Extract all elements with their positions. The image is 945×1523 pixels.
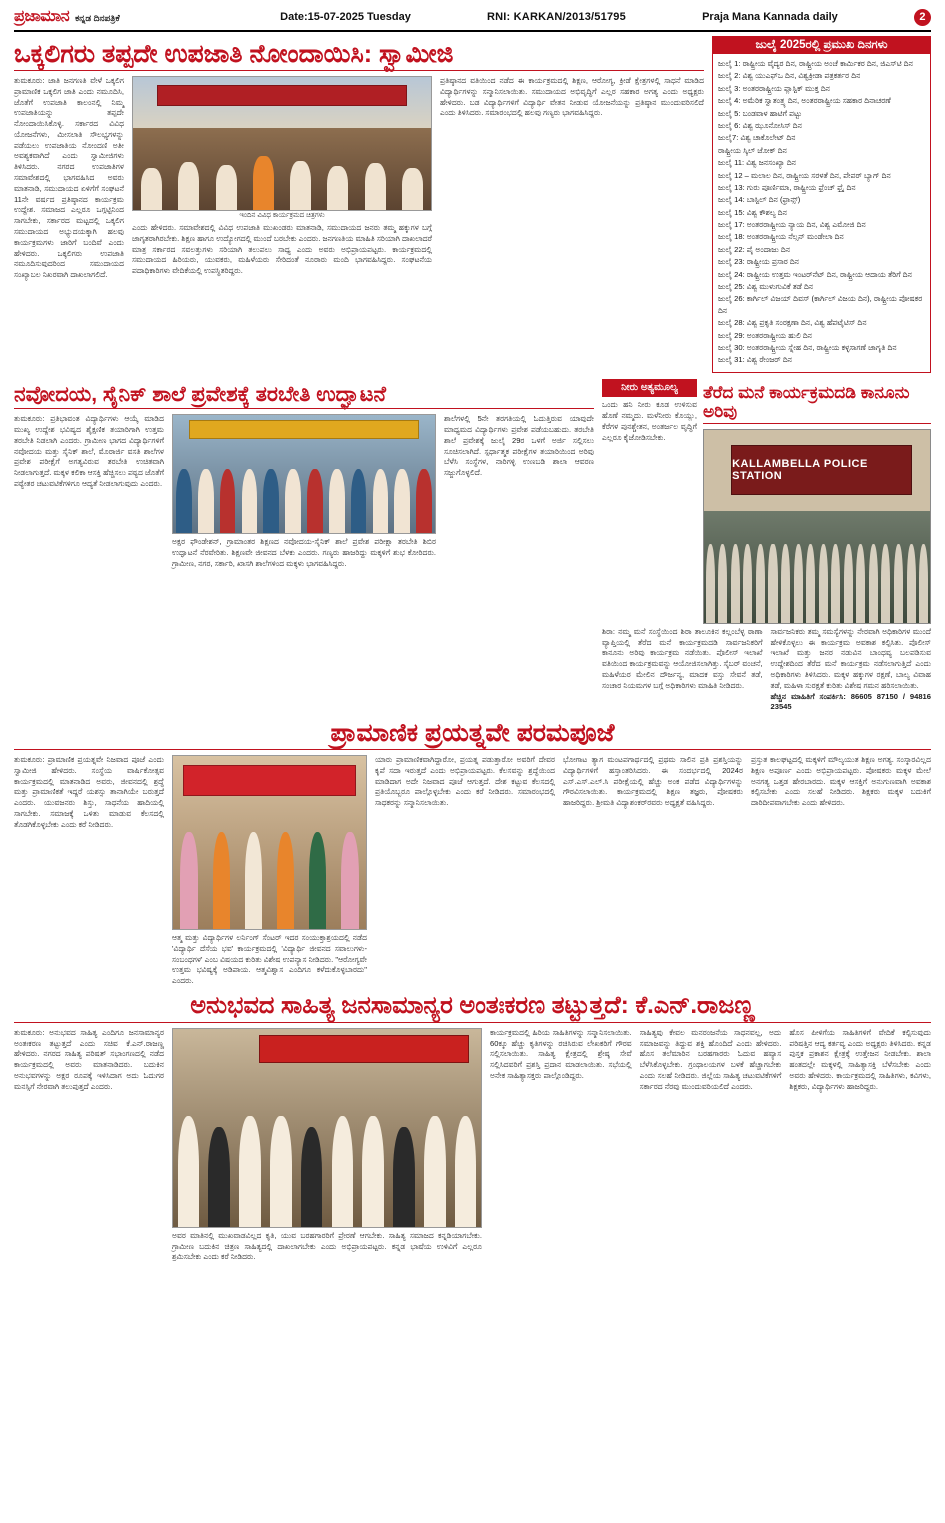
list-item: ಜುಲೈ 22: ಪೈ ಅಂದಾಜು ದಿನ bbox=[718, 244, 791, 254]
story5-col5: ಹೊಸ ಪೀಳಿಗೆಯ ಸಾಹಿತಿಗಳಿಗೆ ವೇದಿಕೆ ಕಲ್ಪಿಸುವುದು ಪರಿಷತ್ತಿನ ಆದ್ಯ ಕರ್ತವ್ಯ ಎಂದು ಅಧ್ಯಕ್ಷರು ತಿಳಿಸಿದರು. ಕನ್ನಡ ಪುಸ್ತಕ ಪ್ರಕಾಶನ ಕ್ಷೇತ್ರಕ್ಕೆ ಉತ್ತೇಜನ ನೀಡಬೇಕು. ಶಾಲಾ ಹಂತದಲ್ಲೇ ಮಕ್ಕಳಲ್ಲಿ ಸಾಹಿತ್ಯಾಸಕ್ತಿ ಬೆಳೆಸಬೇಕು ಎಂದು ಅವರು ಹೇಳಿದರು. ಕಾರ್ಯಕ್ರಮದಲ್ಲಿ ಸಾಹಿತಿಗಳು, ಕವಿಗಳು, ಶಿಕ್ಷಕರು, ವಿದ್ಯಾರ್ಥಿಗಳು ಹಾಜರಿದ್ದರು. bbox=[789, 1027, 932, 1091]
events-box-title: ಜುಲೈ 2025ರಲ್ಲಿ ಪ್ರಮುಖ ದಿನಗಳು bbox=[713, 37, 930, 54]
events-box bbox=[712, 36, 931, 373]
photo-students bbox=[173, 451, 435, 534]
list-item: ಜುಲೈ 12 – ಮಲಾಲ ದಿನ, ರಾಷ್ಟ್ರೀಯ ಸರಳತೆ ದಿನ, ಪೇಪರ್ ಬ್ಯಾಗ್ ದಿನ bbox=[718, 170, 891, 180]
story5-photo bbox=[172, 1028, 482, 1228]
list-item: ಜುಲೈ 1: ರಾಷ್ಟ್ರೀಯ ವೈದ್ಯರ ದಿನ, ರಾಷ್ಟ್ರೀಯ ಅಂಚೆ ಕಾರ್ಮಿಕರ ದಿನ, ಜಿಎಸ್‌ಟಿ ದಿನ bbox=[718, 59, 913, 68]
story1-col2: ಎಂದು ಹೇಳಿದರು. ಸಮಾವೇಶದಲ್ಲಿ ವಿವಿಧ ಉಪಜಾತಿ ಮುಖಂಡರು ಮಾತನಾಡಿ, ಸಮುದಾಯದ ಜನರು ತಮ್ಮ ಹಕ್ಕುಗಳ ಬಗ್ಗೆ ಜಾಗೃತರಾಗಿರಬೇಕು. ಶಿಕ್ಷಣ ಹಾಗೂ ಉದ್ಯೋಗದಲ್ಲಿ ಮುಂದೆ ಬರಬೇಕು ಎಂದರು. ಜನಗಣತಿಯ ಮಾಹಿತಿ ಸರಿಯಾಗಿ ದಾಖಲಾದರೆ ಮಾತ್ರ ಸರ್ಕಾರದ ಸವಲತ್ತುಗಳು ಸರಿಯಾಗಿ ತಲುಪಲು ಸಾಧ್ಯ ಎಂದು ಅವರು ಅಭಿಪ್ರಾಯಪಟ್ಟರು. ಕಾರ್ಯಕ್ರಮದಲ್ಲಿ ಸಮುದಾಯದ ಹಿರಿಯರು, ಯುವಕರು, ಮಹಿಳೆಯರು ಸೇರಿದಂತೆ ನೂರಾರು ಮಂದಿ ಭಾಗವಹಿಸಿದ್ದರು. ಸಂಘಟನೆಯ ಪದಾಧಿಕಾರಿಗಳು ವೇದಿಕೆಯಲ್ಲಿ ಉಪಸ್ಥಿತರಿದ್ದರು. bbox=[132, 223, 432, 276]
photo-banner bbox=[157, 85, 407, 106]
story-police-openhouse bbox=[602, 379, 931, 713]
story4-col1: ತುಮಕೂರು: ಪ್ರಾಮಾಣಿಕ ಪ್ರಯತ್ನವೇ ನಿಜವಾದ ಪೂಜೆ ಎಂದು ಸ್ವಾಮೀಜಿ ಹೇಳಿದರು. ಸಂಸ್ಥೆಯ ವಾರ್ಷಿಕೋತ್ಸವ ಕಾರ್ಯಕ್ರಮದಲ್ಲಿ ಮಾತನಾಡಿದ ಅವರು, ಜೀವನದಲ್ಲಿ ಶ್ರದ್ಧೆ ಮತ್ತು ಪ್ರಾಮಾಣಿಕತೆ ಇದ್ದರೆ ಯಶಸ್ಸು ತಾನಾಗಿಯೇ ಬರುತ್ತದೆ ಎಂದರು. ಯುವಜನರು ಶಿಸ್ತು, ಸಾಧನೆಯ ಹಾದಿಯಲ್ಲಿ ಸಾಗಬೇಕು. ಸಮಾಜಕ್ಕೆ ಒಳಿತು ಮಾಡುವ ಕೆಲಸದಲ್ಲಿ ತೊಡಗಿಕೊಳ್ಳಬೇಕು ಎಂದು ಕರೆ ನೀಡಿದರು. bbox=[14, 755, 164, 829]
list-item: ಜುಲೈ 4: ಅಮೆರಿಕ ಸ್ವಾತಂತ್ರ್ಯ ದಿನ, ಅಂತರರಾಷ್ಟ್ರೀಯ ಸಹಕಾರ ದಿನಾಚರಣೆ bbox=[718, 96, 891, 106]
photo-crowd bbox=[704, 511, 930, 623]
neeru-text: ಒಂದು ಹನಿ ನೀರು ಕೂಡ ಉಳಿಸುವ ಹೊಣೆ ನಮ್ಮದು. ಮಳೆನೀರು ಕೊಯ್ಲು, ಕೆರೆಗಳ ಪುನಶ್ಚೇತನ, ಅಂತರ್ಜಲ ವೃದ್ಧಿಗೆ ಎಲ್ಲರೂ ಕೈಜೋಡಿಸಬೇಕು. bbox=[602, 400, 697, 442]
story2-photo bbox=[172, 414, 436, 534]
story4-col3: ಯಾರು ಪ್ರಾಮಾಣಿಕವಾಗಿದ್ದಾರೋ, ಪ್ರಯತ್ನ ಪಡುತ್ತಾರೋ ಅವರಿಗೆ ದೇವರ ಕೃಪೆ ಸದಾ ಇರುತ್ತದೆ ಎಂದು ಅಭಿಪ್ರಾಯಪಟ್ಟರು. ಕೆಲಸವನ್ನು ಶ್ರದ್ಧೆಯಿಂದ ಮಾಡಿದಾಗ ಅದೇ ನಿಜವಾದ ಪೂಜೆ ಆಗುತ್ತದೆ. ದೇಶ ಕಟ್ಟುವ ಕೆಲಸದಲ್ಲಿ ಪ್ರತಿಯೊಬ್ಬರೂ ಪಾಲ್ಗೊಳ್ಳಬೇಕು ಎಂದು ಕರೆ ನೀಡಿದರು. ಸಮಾರಂಭದಲ್ಲಿ ಸಾಧಕರನ್ನು ಸನ್ಮಾನಿಸಲಾಯಿತು. bbox=[375, 755, 555, 808]
story4-col4: ಭೋಗಾಟ ತ್ಯಾಗ ಮಂಟಪಗಾರ್ಥದಲ್ಲಿ ಪ್ರಥಮ ಸಾಲಿನ ಪ್ರತಿ ಪ್ರಶಸ್ತಿಯನ್ನು ವಿದ್ಯಾರ್ಥಿಗಳಿಗೆ ಹಸ್ತಾಂತರಿಸಿದರು. ಈ ಸಂದರ್ಭದಲ್ಲಿ 2024ರ ಎಸ್.ಎಸ್.ಎಲ್.ಸಿ ಪರೀಕ್ಷೆಯಲ್ಲಿ ಹೆಚ್ಚು ಅಂಕ ಪಡೆದ ವಿದ್ಯಾರ್ಥಿಗಳನ್ನು ಗೌರವಿಸಲಾಯಿತು. ಕಾರ್ಯಕ್ರಮದಲ್ಲಿ ಶಿಕ್ಷಣ ತಜ್ಞರು, ಪೋಷಕರು ಹಾಜರಿದ್ದರು. ಶ್ರೀಮತಿ ವಿದ್ಯಾಶಂಕರ್‌ರವರು ಅಧ್ಯಕ್ಷತೆ ವಹಿಸಿದ್ದರು. bbox=[563, 755, 743, 808]
story2-headline: ನವೋದಯ, ಸೈನಿಕ್ ಶಾಲೆ ಪ್ರವೇಶಕ್ಕೆ ತರಬೇತಿ ಉದ್ಘಾಟನೆ bbox=[14, 383, 594, 410]
story3-headline: ತೆರೆದ ಮನೆ ಕಾರ್ಯಕ್ರಮದಡಿ ಕಾನೂನು ಅರಿವು bbox=[703, 383, 931, 424]
police-station-sign: KALLAMBELLA POLICE STATION bbox=[731, 445, 912, 495]
top-section bbox=[14, 36, 931, 373]
story2-col3: ಶಾಲೆಗಳಲ್ಲಿ 5ನೇ ತರಗತಿಯಲ್ಲಿ ಓದುತ್ತಿರುವ ಯಾವುದೇ ಮಾಧ್ಯಮದ ವಿದ್ಯಾರ್ಥಿಗಳು ಪ್ರವೇಶ ಪಡೆಯಬಹುದು. ತರಬೇತಿ ಶಾಲೆ ಪ್ರವೇಶಕ್ಕೆ ಜುಲೈ 29ರ ಒಳಗೆ ಅರ್ಜಿ ಸಲ್ಲಿಸಲು ಸೂಚಿಸಲಾಗಿದೆ. ಸ್ಪರ್ಧಾತ್ಮಕ ಪರೀಕ್ಷೆಗಳ ತಯಾರಿಯಿಂದ ಅರಿವು ಬೆಳೆಸಿ ಸಂಸ್ಥೆಗಳ, ನಾರಿಗಳ್ಳಿ ಉಣಬಡಿ ಶಾಲಾ ಆವರಣ ಸಜ್ಜುಗೊಳ್ಳಲಿದೆ. bbox=[444, 414, 594, 478]
list-item: ಜುಲೈ 11: ವಿಶ್ವ ಜನಸಂಖ್ಯಾ ದಿನ bbox=[718, 158, 796, 168]
list-item: ಜುಲೈ 15: ವಿಶ್ವ ಕೌಶಲ್ಯ ದಿನ bbox=[718, 207, 787, 217]
rni-number: RNI: KARKAN/2013/51795 bbox=[487, 11, 626, 23]
story3-helpline: ಹೆಚ್ಚಿನ ಮಾಹಿತಿಗೆ ಸಂಪರ್ಕಿಸಿ: 86605 87150 / 94816 23545 bbox=[770, 691, 931, 712]
story3-col2: ಸಾರ್ವಜನಿಕರು ತಮ್ಮ ಸಮಸ್ಯೆಗಳನ್ನು ನೇರವಾಗಿ ಅಧಿಕಾರಿಗಳ ಮುಂದೆ ಹೇಳಿಕೊಳ್ಳಲು ಈ ಕಾರ್ಯಕ್ರಮ ಅವಕಾಶ ಕಲ್ಪಿಸಿತು. ಪೊಲೀಸ್ ಇಲಾಖೆ ಮತ್ತು ಜನರ ನಡುವಿನ ಬಾಂಧವ್ಯ ಬಲಪಡಿಸುವ ಉದ್ದೇಶದಿಂದ ತೆರೆದ ಮನೆ ಕಾರ್ಯಕ್ರಮ ನಡೆಸಲಾಗುತ್ತಿದೆ ಎಂದು ಅಧಿಕಾರಿಗಳು ತಿಳಿಸಿದರು. ಮಕ್ಕಳ ಹಕ್ಕುಗಳ ರಕ್ಷಣೆ, ಬಾಲ್ಯ ವಿವಾಹ ತಡೆ, ಮಹಿಳಾ ಸುರಕ್ಷತೆ ಕುರಿತು ವಿಶೇಷ ಗಮನ ಹರಿಸಲಾಯಿತು. bbox=[770, 626, 931, 690]
story5-col3: ಕಾರ್ಯಕ್ರಮದಲ್ಲಿ ಹಿರಿಯ ಸಾಹಿತಿಗಳನ್ನು ಸನ್ಮಾನಿಸಲಾಯಿತು. 60ಕ್ಕೂ ಹೆಚ್ಚು ಕೃತಿಗಳನ್ನು ರಚಿಸಿರುವ ಲೇಖಕರಿಗೆ ಗೌರವ ಸಲ್ಲಿಸಲಾಯಿತು. ಸಾಹಿತ್ಯ ಕ್ಷೇತ್ರದಲ್ಲಿ ಶ್ರೇಷ್ಠ ಸೇವೆ ಸಲ್ಲಿಸಿದವರಿಗೆ ಪ್ರಶಸ್ತಿ ಪ್ರದಾನ ಮಾಡಲಾಯಿತು. ಸಭೆಯಲ್ಲಿ ಅನೇಕ ಸಾಹಿತ್ಯಾಸಕ್ತರು ಪಾಲ್ಗೊಂಡಿದ್ದರು. bbox=[490, 1027, 632, 1080]
story1-col1: ತುಮಕೂರು: ಜಾತಿ ಜನಗಣತಿ ವೇಳೆ ಒಕ್ಕಲಿಗ ಪ್ರಾಮಾಣಿಕ ಒಕ್ಕಲಿಗ ಜಾತಿ ಎಂದು ನಮೂದಿಸಿ, ಜೊತೆಗೆ ಉಪಜಾತಿ ಕಾಲಂನಲ್ಲಿ ನಿಮ್ಮ ಉಪಜಾತಿಯನ್ನು ತಪ್ಪದೇ ನೋಂದಾಯಿಸಿಕೊಳ್ಳಿ. ಸರ್ಕಾರದ ವಿವಿಧ ಯೋಜನೆಗಳು, ಮೀಸಲಾತಿ ಸೌಲಭ್ಯಗಳನ್ನು ಪಡೆಯಲು ಉಪಜಾತಿಯ ನೋಂದಣಿ ಅತೀ ಅವಶ್ಯಕವಾಗಿದೆ ಎಂದು ಸ್ವಾಮೀಜಿಗಳು ತಿಳಿಸಿದರು. ನಗರದ ಉಪಜಾತಿಗಳ ಸಮಾವೇಶದಲ್ಲಿ ಭಾಗವಹಿಸಿದ ಅವರು ಮಾತನಾಡಿ, ಸಮುದಾಯದ ಏಳಿಗೆಗೆ ಸಂಘಟನೆ 11ನೇ ವರ್ಷದ ಪ್ರತಿಷ್ಠಾನದ ಕಾರ್ಯಕ್ರಮ ಉದ್ದೇಶ. ಸಮಾಜದ ಎಲ್ಲರೂ ಒಗ್ಗಟ್ಟಿನಿಂದ ಸಾಗಬೇಕು, ಸರ್ಕಾರದ ಮಟ್ಟದಲ್ಲಿ ಒಕ್ಕಲಿಗ ಸಮುದಾಯದ ಅಭ್ಯುದಯಕ್ಕಾಗಿ ಹಲವು ಕಾರ್ಯಕ್ರಮಗಳು ಜಾರಿಗೆ ಬಂದಿವೆ ಎಂದು ಹೇಳಿದರು. ಒಕ್ಕಲಿಗರು ಉಪಜಾತಿ ನಮೂದಿಸುವುದರಿಂದ ಸಮುದಾಯದ ಸಂಖ್ಯಾಬಲ ನಿಖರವಾಗಿ ದಾಖಲಾಗಲಿದೆ. bbox=[14, 76, 124, 280]
photo-group bbox=[173, 1088, 481, 1227]
list-item: ಜುಲೈ 28: ವಿಶ್ವ ಪ್ರಕೃತಿ ಸಂರಕ್ಷಣಾ ದಿನ, ವಿಶ್ವ ಹೆಪಟೈಟಿಸ್ ದಿನ bbox=[718, 318, 867, 328]
list-item: ಜುಲೈ 24: ರಾಷ್ಟ್ರೀಯ ಉತ್ತಮ ಇಂಟರ್‌ನೆಟ್ ದಿನ, ರಾಷ್ಟ್ರೀಯ ಆದಾಯ ತೆರಿಗೆ ದಿನ bbox=[718, 269, 912, 279]
story1-col3: ಪ್ರತಿಷ್ಠಾನದ ವತಿಯಿಂದ ನಡೆದ ಈ ಕಾರ್ಯಕ್ರಮದಲ್ಲಿ ಶಿಕ್ಷಣ, ಆರೋಗ್ಯ, ಕ್ರೀಡೆ ಕ್ಷೇತ್ರಗಳಲ್ಲಿ ಸಾಧನೆ ಮಾಡಿದ ವಿದ್ಯಾರ್ಥಿಗಳನ್ನು ಸನ್ಮಾನಿಸಲಾಯಿತು. ಸಮುದಾಯದ ಅಭಿವೃದ್ಧಿಗೆ ಎಲ್ಲರ ಸಹಕಾರ ಅಗತ್ಯ ಎಂದು ಅಧ್ಯಕ್ಷರು ಹೇಳಿದರು. ಬಡ ವಿದ್ಯಾರ್ಥಿಗಳಿಗೆ ವಿದ್ಯಾರ್ಥಿ ವೇತನ ನೀಡುವ ಯೋಜನೆಯನ್ನು ಪ್ರತಿಷ್ಠಾನ ಮುಂದುವರಿಸಲಿದೆ ಎಂದು ತಿಳಿಸಿದರು. ಸಮಾರಂಭದಲ್ಲಿ ಹಲವು ಗಣ್ಯರು ಭಾಗವಹಿಸಿದ್ದರು. bbox=[440, 76, 704, 118]
story5-col4: ಸಾಹಿತ್ಯವು ಕೇವಲ ಮನರಂಜನೆಯ ಸಾಧನವಲ್ಲ, ಅದು ಸಮಾಜವನ್ನು ತಿದ್ದುವ ಶಕ್ತಿ ಹೊಂದಿದೆ ಎಂದು ಹೇಳಿದರು. ಹೊಸ ತಲೆಮಾರಿನ ಬರಹಗಾರರು ಓದುವ ಹವ್ಯಾಸ ಬೆಳೆಸಿಕೊಳ್ಳಬೇಕು. ಗ್ರಂಥಾಲಯಗಳ ಬಳಕೆ ಹೆಚ್ಚಾಗಬೇಕು ಎಂದು ಸಲಹೆ ನೀಡಿದರು. ಜಿಲ್ಲೆಯ ಸಾಹಿತ್ಯ ಚಟುವಟಿಕೆಗಳಿಗೆ ಸರ್ಕಾರದ ನೆರವು ಮುಂದುವರಿಯಲಿದೆ ಎಂದರು. bbox=[639, 1027, 782, 1091]
story3-photo bbox=[703, 429, 931, 624]
list-item: ಜುಲೈ7: ವಿಶ್ವ ಚಾಕೊಲೇಟ್ ದಿನ bbox=[718, 133, 796, 143]
story5-headline: ಅನುಭವದ ಸಾಹಿತ್ಯ ಜನಸಾಮಾನ್ಯರ ಅಂತಃಕರಣ ತಟ್ಟುತ್ತದೆ: ಕೆ.ಎನ್.ರಾಜಣ್ಣ bbox=[14, 993, 931, 1023]
list-item: ರಾಷ್ಟ್ರೀಯ ಸ್ಕಿಲ್ ಜೋಕ್ ದಿನ bbox=[718, 145, 787, 155]
story-pramanika bbox=[14, 719, 931, 987]
photo-banner bbox=[183, 765, 357, 796]
story1-photo bbox=[132, 76, 432, 211]
photo-dignitaries bbox=[173, 815, 366, 929]
photo-banner bbox=[189, 420, 420, 439]
list-item: ಜುಲೈ 23: ರಾಷ್ಟ್ರೀಯ ಪ್ರಸಾರ ದಿನ bbox=[718, 257, 800, 267]
story-anubhavada-sahitya bbox=[14, 993, 931, 1263]
list-item: ಜುಲೈ 17: ಅಂತರರಾಷ್ಟ್ರೀಯ ನ್ಯಾಯ ದಿನ, ವಿಶ್ವ ಎಮೋಜಿ ದಿನ bbox=[718, 220, 866, 230]
english-title: Praja Mana Kannada daily bbox=[702, 11, 838, 23]
list-item: ಜುಲೈ 3: ಅಂತರರಾಷ್ಟ್ರೀಯ ಪ್ಲಾಸ್ಟಿಕ್ ಮುಕ್ತ ದಿನ bbox=[718, 83, 830, 93]
events-list bbox=[718, 58, 925, 366]
story2-col1: ತುಮಕೂರು: ಪ್ರತಿಭಾವಂತ ವಿದ್ಯಾರ್ಥಿಗಳು ಆಯ್ಕೆ ಮಾಡಿದ ಮುಖ್ಯ ಉದ್ದೇಶ ಭವಿಷ್ಯದ ಶೈಕ್ಷಣಿಕ ತಯಾರಿಗಾಗಿ ಉತ್ತಮ ತರಬೇತಿ ನಿಡಲಾಗಿ ಎಂದರು. ಗ್ರಾಮೀಣ ಭಾಗದ ವಿದ್ಯಾರ್ಥಿಗಳಿಗೆ ನವೋದಯ ಮತ್ತು ಸೈನಿಕ್ ಶಾಲೆ, ಮೊರಾರ್ಜಿ ವಸತಿ ಶಾಲೆಗಳ ಪ್ರವೇಶ ಪರೀಕ್ಷೆಗೆ ಅಗತ್ಯವಿರುವ ತರಬೇತಿ ಉಚಿತವಾಗಿ ನೀಡಲಾಗುತ್ತದೆ. ಮಕ್ಕಳ ಕಲಿಕಾ ಆಸಕ್ತಿ ಹೆಚ್ಚಿಸಲು ಪಠ್ಯದ ಜೊತೆಗೆ ಪಠ್ಯೇತರ ಚಟುವಟಿಕೆಗಳಿಗೂ ಆದ್ಯತೆ ನೀಡಲಾಗುವುದು ಎಂದರು. bbox=[14, 414, 164, 488]
story1-photo-caption: ಇಂದಿನ ವಿವಿಧ ಕಾರ್ಯಕ್ರಮದ ಚಿತ್ರಗಳು bbox=[239, 212, 325, 219]
list-item: ಜುಲೈ 13: ಗುರು ಪೂರ್ಣಿಮಾ, ರಾಷ್ಟ್ರೀಯ ಫ್ರೆಂಚ್ ಫ್ರೈ ದಿನ bbox=[718, 182, 856, 192]
list-item: ಜುಲೈ 26: ಕಾರ್ಗಿಲ್ ವಿಜಯ್ ದಿವಸ್ (ಕಾರ್ಗಿಲ್ ವಿಜಯ ದಿನ), ರಾಷ್ಟ್ರೀಯ ಪೋಷಕರ ದಿನ bbox=[718, 294, 923, 315]
neeru-heading: ನೀರು ಅತ್ಯಮೂಲ್ಯ bbox=[602, 379, 697, 398]
list-item: ಜುಲೈ 25: ವಿಶ್ವ ಮುಳುಗುವಿಕೆ ತಡೆ ದಿನ bbox=[718, 282, 814, 292]
list-item: ಜುಲೈ 29: ಅಂತರರಾಷ್ಟ್ರೀಯ ಹುಲಿ ದಿನ bbox=[718, 330, 813, 340]
logo-kannada: ಪ್ರಜಾಮಾನ bbox=[14, 8, 70, 25]
story2-col2: ಅಕ್ಷರ ಫೌಂಡೇಶನ್, ಗ್ರಾಮಾಂತರ ಶಿಕ್ಷಣದ ನವೋದಯ-ಸೈನಿಕ್ ಶಾಲೆ ಪ್ರವೇಶ ಪರೀಕ್ಷಾ ತರಬೇತಿ ಶಿಬಿರ ಉದ್ಘಾಟನೆ ನೆರವೇರಿತು. ಶಿಕ್ಷಣವೇ ಜೀವನದ ಬೆಳಕು ಎಂದರು. ಗಣ್ಯರು ಹಾಜರಿದ್ದು ಮಕ್ಕಳಿಗೆ ಶುಭ ಕೋರಿದರು. ಗ್ರಾಮೀಣ, ನಗರ, ಸರ್ಕಾರಿ, ಖಾಸಗಿ ಶಾಲೆಗಳಿಂದ ಮಕ್ಕಳು ಭಾಗವಹಿಸಿದ್ದರು. bbox=[172, 537, 436, 568]
story4-col2: ಆತ್ಮ ಮತ್ತು ವಿದ್ಯಾರ್ಥಿಗಳ ಲರ್ನಿಂಗ್ ಸೆಂಟರ್ ಇದರ ಸಂಯುಕ್ತಾಶ್ರಯದಲ್ಲಿ ನಡೆದ 'ವಿದ್ಯಾರ್ಥಿ ದೆಸೆಯ ಭವ' ಕಾರ್ಯಕ್ರಮದಲ್ಲಿ 'ವಿದ್ಯಾರ್ಥಿ ಜೀವನದ ಸವಾಲುಗಳು-ಸಂಬಂಧಗಳ' ಎಂಬ ವಿಷಯದ ಕುರಿತು ವಿಶೇಷ ಉಪನ್ಯಾಸ ನೀಡಿದರು. "ಆರೋಗ್ಯವೇ ಉತ್ತಮ ಭವಿಷ್ಯಕ್ಕೆ ಅಡಿಪಾಯ. ಆತ್ಮವಿಶ್ವಾಸ ಎಂದಿಗೂ ಕಳೆದುಕೊಳ್ಳಬಾರದು" ಎಂದರು. bbox=[172, 933, 367, 986]
list-item: ಜುಲೈ 30: ಅಂತರರಾಷ್ಟ್ರೀಯ ಸ್ನೇಹ ದಿನ, ರಾಷ್ಟ್ರೀಯ ಕಳ್ಳಸಾಗಣೆ ಜಾಗೃತಿ ದಿನ bbox=[718, 342, 897, 352]
logo-subtitle: ಕನ್ನಡ ದಿನಪತ್ರಿಕೆ bbox=[75, 13, 120, 23]
publication-date: Date:15-07-2025 Tuesday bbox=[280, 11, 411, 23]
middle-section bbox=[14, 379, 931, 713]
story4-headline: ಪ್ರಾಮಾಣಿಕ ಪ್ರಯತ್ನವೇ ಪರಮಪೂಜೆ bbox=[14, 719, 931, 750]
masthead-logo bbox=[14, 8, 204, 26]
story5-col1: ತುಮಕೂರು: ಅನುಭವದ ಸಾಹಿತ್ಯ ಎಂದಿಗೂ ಜನಸಾಮಾನ್ಯರ ಅಂತಃಕರಣ ತಟ್ಟುತ್ತದೆ ಎಂದು ಸಚಿವ ಕೆ.ಎನ್.ರಾಜಣ್ಣ ಹೇಳಿದರು. ನಗರದ ಸಾಹಿತ್ಯ ಪರಿಷತ್ ಸಭಾಂಗಣದಲ್ಲಿ ನಡೆದ ಕಾರ್ಯಕ್ರಮದಲ್ಲಿ ಅವರು ಮಾತನಾಡಿದರು. ಬದುಕಿನ ಅನುಭವಗಳನ್ನು ಅಕ್ಷರ ರೂಪಕ್ಕೆ ಇಳಿಸಿದಾಗ ಅದು ಓದುಗರ ಮನಸ್ಸಿಗೆ ನೇರವಾಗಿ ತಲುಪುತ್ತದೆ ಎಂದರು. bbox=[14, 1027, 164, 1091]
story5-col2: ಅವರ ಮಾತಿನಲ್ಲಿ ಮುಖವಾಡವಿಲ್ಲದ ಕೃತಿ, ಯುವ ಬರಹಗಾರರಿಗೆ ಪ್ರೇರಣೆ ಆಗಬೇಕು. ಸಾಹಿತ್ಯ ಸಮಾಜದ ಕನ್ನಡಿಯಾಗಬೇಕು. ಗ್ರಾಮೀಣ ಬದುಕಿನ ಚಿತ್ರಣ ಸಾಹಿತ್ಯದಲ್ಲಿ ದಾಖಲಾಗಬೇಕು ಎಂದು ಅಭಿಪ್ರಾಯಪಟ್ಟರು. ಕನ್ನಡ ಭಾಷೆಯ ಉಳಿವಿಗೆ ಎಲ್ಲರೂ ಶ್ರಮಿಸಬೇಕು ಎಂದು ಕರೆ ನೀಡಿದರು. bbox=[172, 1230, 482, 1262]
story-navodaya bbox=[14, 379, 594, 713]
list-item: ಜುಲೈ 2: ವಿಶ್ವ ಯುಎಫ್‌ಒ ದಿನ, ವಿಶ್ವಕ್ರೀಡಾ ಪತ್ರಕರ್ತರ ದಿನ bbox=[718, 71, 861, 81]
story4-photo bbox=[172, 755, 367, 930]
page-number: 2 bbox=[914, 9, 931, 26]
list-item: ಜುಲೈ 14: ಬಾಸ್ಟಿಲ್ ದಿನ (ಫ್ರಾನ್ಸ್) bbox=[718, 195, 801, 205]
story3-col1: ಶಿರಾ: ನಮ್ಮ ಮನೆ ಸಂಸ್ಥೆಯಿಂದ ಶಿರಾ ತಾಲೂಕಿನ ಕಲ್ಲಂಬೆಳ್ಳ ಠಾಣಾ ವ್ಯಾಪ್ತಿಯಲ್ಲಿ ತೆರೆದ ಮನೆ ಕಾರ್ಯಕ್ರಮದಡಿ ಸಾರ್ವಜನಿಕರಿಗೆ ಕಾನೂನು ಅರಿವು ಕಾರ್ಯಕ್ರಮ ನಡೆಯಿತು. ಪೊಲೀಸ್ ಇಲಾಖೆ ವತಿಯಿಂದ ಕಾರ್ಯಕ್ರಮವನ್ನು ಆಯೋಜಿಸಲಾಗಿತ್ತು. ಸೈಬರ್ ವಂಚನೆ, ಮಹಿಳೆಯರ ಮೇಲಿನ ದೌರ್ಜನ್ಯ, ಮಾದಕ ವಸ್ತು ಸೇವನೆ ತಡೆ, ಸಂಚಾರ ನಿಯಮಗಳ ಬಗ್ಗೆ ಅಧಿಕಾರಿಗಳು ಮಾಹಿತಿ ನೀಡಿದರು. bbox=[602, 626, 763, 690]
story1-headline: ಒಕ್ಕಲಿಗರು ತಪ್ಪದೇ ಉಪಜಾತಿ ನೋಂದಾಯಿಸಿ: ಸ್ವಾಮೀಜಿ bbox=[14, 40, 704, 71]
list-item: ಜುಲೈ 6: ವಿಶ್ವ ಝೂನೋಸಿಸ್ ದಿನ bbox=[718, 120, 802, 130]
photo-people bbox=[133, 133, 431, 210]
masthead bbox=[14, 8, 931, 32]
list-item: ಜುಲೈ 31: ವಿಶ್ವ ರೇಂಜರ್ ದಿನ bbox=[718, 355, 793, 365]
story4-col5: ಪ್ರಸ್ತುತ ಕಾಲಘಟ್ಟದಲ್ಲಿ ಮಕ್ಕಳಿಗೆ ಮೌಲ್ಯಯುತ ಶಿಕ್ಷಣ ಅಗತ್ಯ. ಸಂಸ್ಕಾರವಿಲ್ಲದ ಶಿಕ್ಷಣ ಅಪೂರ್ಣ ಎಂದು ಅಭಿಪ್ರಾಯಪಟ್ಟರು. ಪೋಷಕರು ಮಕ್ಕಳ ಮೇಲೆ ಅನಗತ್ಯ ಒತ್ತಡ ಹೇರಬಾರದು. ಮಕ್ಕಳ ಆಸಕ್ತಿಗೆ ಅನುಗುಣವಾಗಿ ಅವಕಾಶ ಕಲ್ಪಿಸಬೇಕು ಎಂದು ಸಲಹೆ ನೀಡಿದರು. ಶಿಕ್ಷಕರು ಮಕ್ಕಳ ಬದುಕಿಗೆ ದಾರಿದೀಪವಾಗಬೇಕು ಎಂದು ಹೇಳಿದರು. bbox=[751, 755, 931, 808]
list-item: ಜುಲೈ 18: ಅಂತರರಾಷ್ಟ್ರೀಯ ನೆಲ್ಸನ್ ಮಂಡೇಲಾ ದಿನ bbox=[718, 232, 844, 242]
events-sidebar bbox=[712, 36, 931, 373]
photo-banner bbox=[259, 1035, 468, 1063]
list-item: ಜುಲೈ 5: ಬಂಡವಾಳ ಹಾಟಿಗೆ ಪಟ್ಟು bbox=[718, 108, 802, 118]
story-oklligaru bbox=[14, 36, 704, 373]
